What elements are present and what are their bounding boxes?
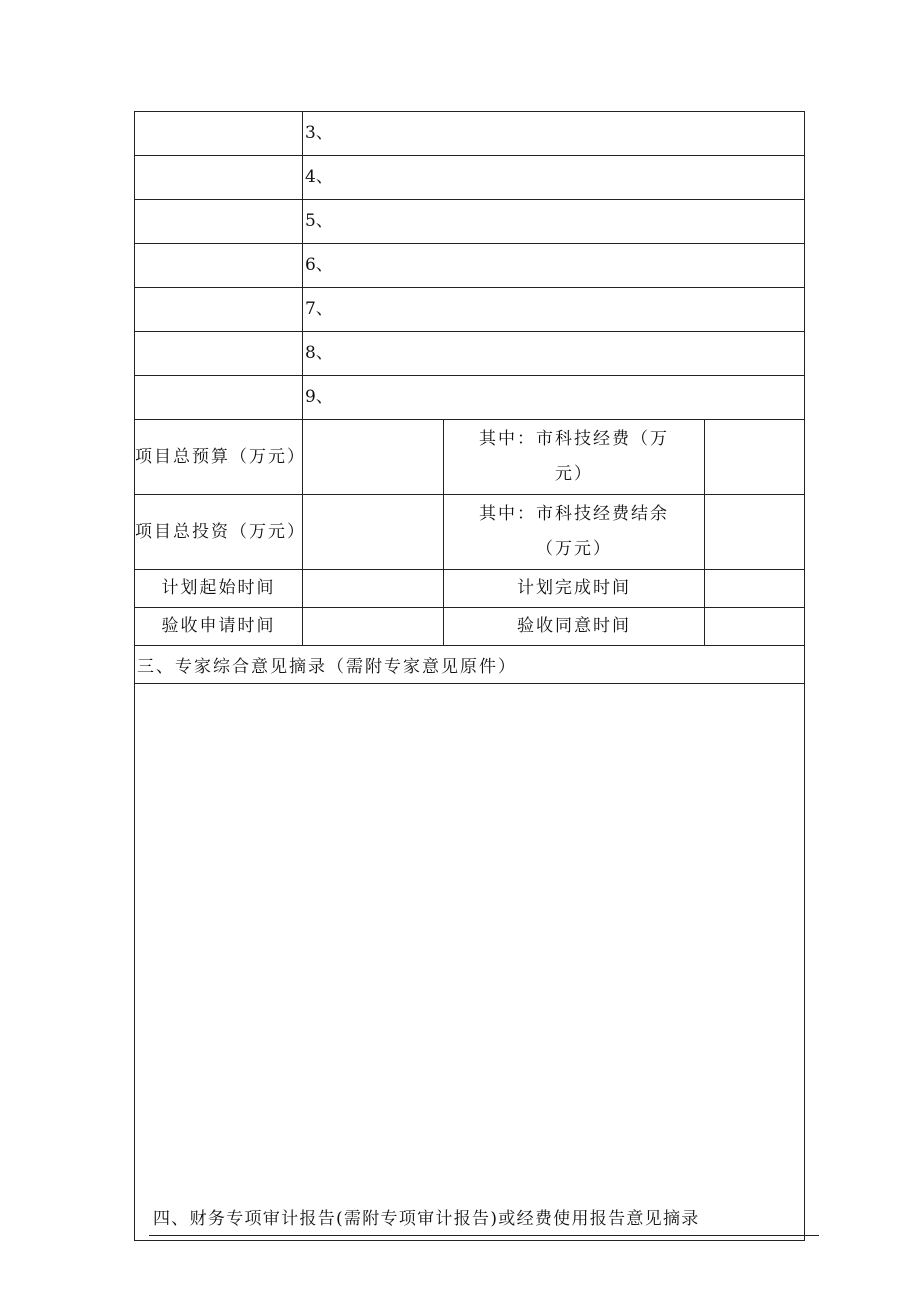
total-budget-label: 项目总预算（万元）	[135, 420, 303, 495]
numbered-item[interactable]: 3、	[303, 112, 805, 156]
table-row	[135, 608, 805, 646]
table-row	[135, 112, 805, 156]
city-fund-label: 其中：市科技经费（万元）	[444, 420, 705, 495]
city-fund-balance-value[interactable]	[705, 495, 805, 570]
table-row	[135, 288, 805, 332]
finance-heading: 四、财务专项审计报告(需附专项审计报告)或经费使用报告意见摘录	[149, 1207, 819, 1236]
blank-cell[interactable]	[135, 332, 303, 376]
blank-cell[interactable]	[135, 200, 303, 244]
table-row	[135, 684, 805, 1241]
table-row	[135, 200, 805, 244]
blank-cell[interactable]	[135, 244, 303, 288]
plan-start-value[interactable]	[303, 570, 444, 608]
blank-cell[interactable]	[135, 288, 303, 332]
table-row	[135, 420, 805, 495]
city-fund-value[interactable]	[705, 420, 805, 495]
total-investment-value[interactable]	[303, 495, 444, 570]
table-row	[135, 244, 805, 288]
blank-cell[interactable]	[135, 376, 303, 420]
accept-apply-label: 验收申请时间	[135, 608, 303, 646]
numbered-item[interactable]: 8、	[303, 332, 805, 376]
expert-opinion-heading: 三、专家综合意见摘录（需附专家意见原件）	[135, 646, 805, 684]
total-investment-label: 项目总投资（万元）	[135, 495, 303, 570]
table-row	[135, 156, 805, 200]
numbered-item[interactable]: 9、	[303, 376, 805, 420]
accept-agree-label: 验收同意时间	[444, 608, 705, 646]
plan-start-label: 计划起始时间	[135, 570, 303, 608]
acceptance-form-table	[134, 111, 805, 1241]
city-fund-balance-label: 其中：市科技经费结余（万元）	[444, 495, 705, 570]
table-row	[135, 495, 805, 570]
blank-cell[interactable]	[135, 112, 303, 156]
total-budget-value[interactable]	[303, 420, 444, 495]
table-row	[135, 570, 805, 608]
table-row	[135, 646, 805, 684]
table-row	[135, 332, 805, 376]
expert-opinion-content[interactable]	[135, 684, 805, 1241]
plan-end-label: 计划完成时间	[444, 570, 705, 608]
accept-agree-value[interactable]	[705, 608, 805, 646]
plan-end-value[interactable]	[705, 570, 805, 608]
numbered-item[interactable]: 6、	[303, 244, 805, 288]
blank-cell[interactable]	[135, 156, 303, 200]
numbered-item[interactable]: 4、	[303, 156, 805, 200]
table-row	[135, 376, 805, 420]
numbered-item[interactable]: 7、	[303, 288, 805, 332]
accept-apply-value[interactable]	[303, 608, 444, 646]
numbered-item[interactable]: 5、	[303, 200, 805, 244]
